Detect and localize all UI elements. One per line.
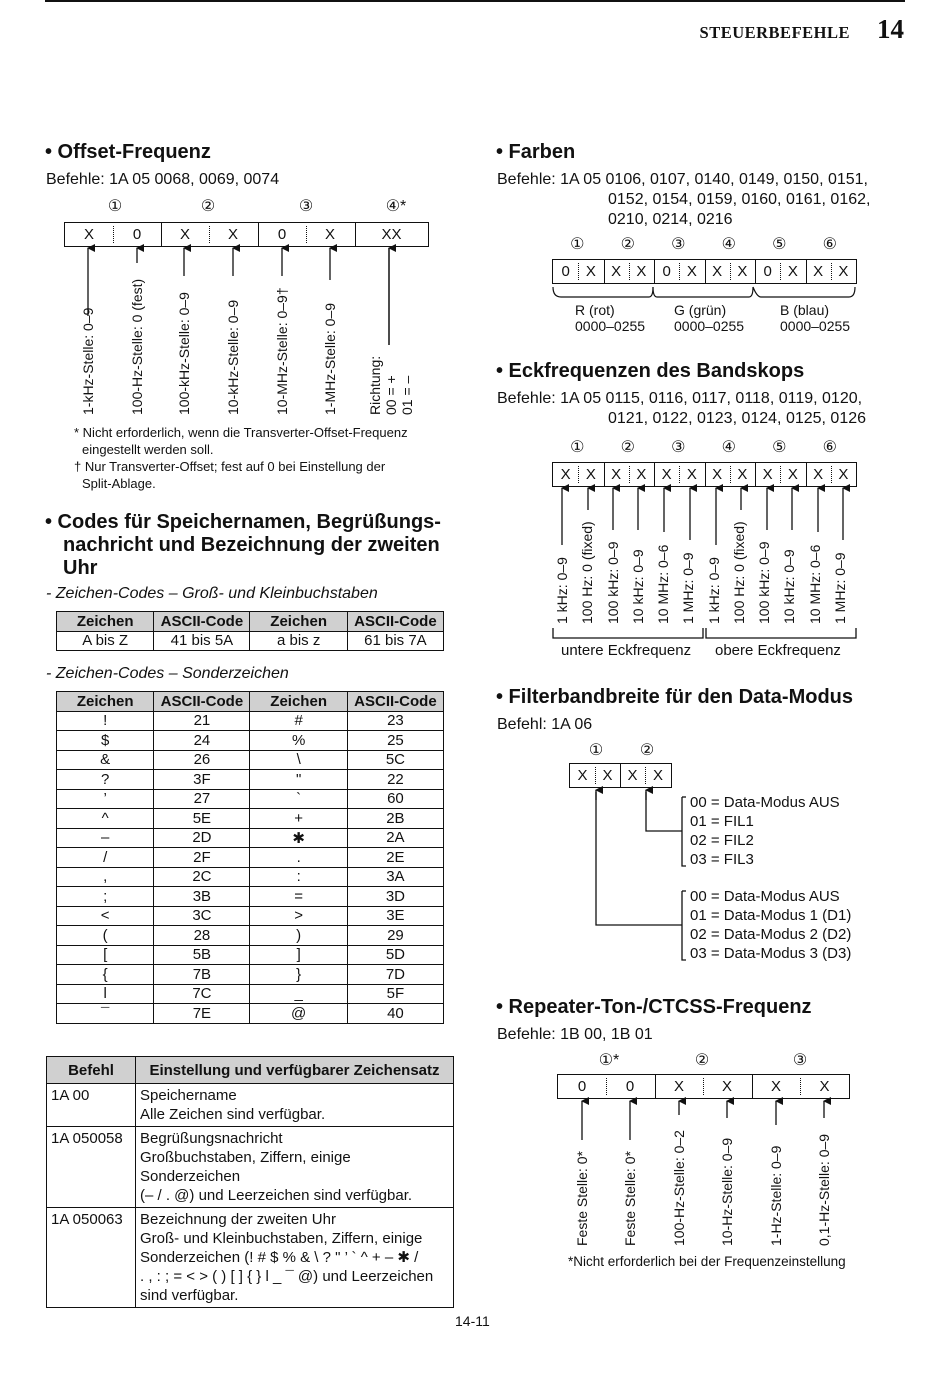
repeater-label: Feste Stelle: 0* bbox=[574, 1151, 590, 1246]
data-cell: X bbox=[611, 263, 622, 280]
table-cell: 5C bbox=[347, 750, 443, 770]
repeater-label: 100-Hz-Stelle: 0–2 bbox=[671, 1130, 687, 1246]
data-cell: X bbox=[686, 263, 697, 280]
col-header: Zeichen bbox=[250, 612, 347, 632]
repeater-cell: X bbox=[673, 1078, 684, 1095]
table-cell: 24 bbox=[154, 731, 250, 751]
offset-label: 100-kHz-Stelle: 0–9 bbox=[176, 292, 192, 415]
eck-data-box bbox=[552, 462, 857, 487]
eck-label: 100 kHz: 0–9 bbox=[756, 541, 772, 624]
table-row bbox=[57, 945, 444, 965]
repeater-circle-3: ③ bbox=[792, 1052, 808, 1069]
digit-circle: ② bbox=[620, 236, 635, 253]
farben-range-r: 0000–0255 bbox=[575, 318, 646, 334]
offset-note-1: * Nicht erforderlich, wenn die Transverter-Offset-Frequenz bbox=[74, 425, 408, 440]
table-row bbox=[57, 631, 444, 651]
data-cell: X bbox=[838, 263, 849, 280]
description-line: Speichername bbox=[140, 1087, 237, 1104]
command-cell: 1A 050058 bbox=[47, 1127, 136, 1208]
col-header: Zeichen bbox=[250, 692, 347, 712]
eck-label: 1 MHz: 0–9 bbox=[831, 552, 848, 624]
table-cell: 3D bbox=[347, 887, 443, 907]
eck-cmd-2: 0121, 0122, 0123, 0124, 0125, 0126 bbox=[608, 410, 867, 427]
table-cell: ¯ bbox=[57, 1004, 154, 1024]
table-row bbox=[57, 926, 444, 946]
repeater-note: *Nicht erforderlich bei der Frequenzeinstellung bbox=[568, 1254, 846, 1269]
table-cell: ! bbox=[57, 711, 154, 731]
col-header: ASCII-Code bbox=[154, 612, 250, 632]
table-cell: $ bbox=[57, 731, 154, 751]
offset-cell: 0 bbox=[277, 226, 287, 243]
header-title: STEUERBEFEHLE bbox=[699, 23, 850, 42]
repeater-label: 0,1-Hz-Stelle: 0–9 bbox=[816, 1133, 832, 1246]
data-cell: X bbox=[585, 466, 596, 483]
description-line: sind verfügbar. bbox=[140, 1287, 239, 1304]
table-row bbox=[57, 1004, 444, 1024]
table-cell: ^ bbox=[57, 809, 154, 829]
data-cell: X bbox=[712, 466, 723, 483]
repeater-cell: X bbox=[819, 1078, 830, 1095]
filter-opt2-1: 01 = FIL1 bbox=[690, 813, 754, 830]
repeater-label: 1-Hz-Stelle: 0–9 bbox=[768, 1145, 784, 1246]
offset-label: 100-Hz-Stelle: 0 (fest) bbox=[129, 278, 145, 415]
table-cell: % bbox=[250, 731, 347, 751]
filter-data-box bbox=[569, 763, 672, 788]
data-cell: X bbox=[661, 466, 672, 483]
table-row bbox=[57, 848, 444, 868]
filter-opt1-0: 00 = Data-Modus AUS bbox=[690, 888, 840, 905]
filter-cell: X bbox=[652, 767, 663, 784]
repeater-label: 10-Hz-Stelle: 0–9 bbox=[719, 1137, 735, 1246]
description-line: (– / . @) und Leerzeichen sind verfügbar. bbox=[140, 1187, 413, 1204]
table-row bbox=[57, 809, 444, 829]
filter-opt1-1: 01 = Data-Modus 1 (D1) bbox=[690, 907, 852, 924]
data-cell: X bbox=[636, 466, 647, 483]
offset-cell: X bbox=[83, 226, 94, 243]
table-cell: ’ bbox=[57, 789, 154, 809]
table-cell: 2B bbox=[347, 809, 443, 829]
farben-data-box bbox=[552, 259, 857, 284]
offset-cell: XX bbox=[381, 226, 402, 243]
digit-circle: ⑤ bbox=[772, 236, 787, 253]
offset-direction-plus: 00 = + bbox=[383, 375, 399, 415]
table-cell: 29 bbox=[347, 926, 443, 946]
table-row bbox=[57, 770, 444, 790]
data-cell: X bbox=[686, 466, 697, 483]
table-cell: > bbox=[250, 906, 347, 926]
digit-circle: ② bbox=[620, 439, 635, 456]
offset-circle-3: ③ bbox=[298, 198, 314, 215]
table-cell: [ bbox=[57, 945, 154, 965]
table-cell: 41 bis 5A bbox=[154, 631, 250, 651]
col-header: Befehl bbox=[47, 1057, 136, 1084]
table-cell: & bbox=[57, 750, 154, 770]
data-cell: X bbox=[712, 263, 723, 280]
table-row bbox=[57, 731, 444, 751]
table-cell: 22 bbox=[347, 770, 443, 790]
table-cell: 26 bbox=[154, 750, 250, 770]
filter-cell: X bbox=[577, 767, 588, 784]
table-cell: @ bbox=[250, 1004, 347, 1024]
repeater-circle-1: ①* bbox=[598, 1052, 620, 1069]
filter-circle-1: ① bbox=[588, 742, 604, 759]
table-cell: . bbox=[250, 848, 347, 868]
filter-opt2-2: 02 = FIL2 bbox=[690, 832, 754, 849]
description-cell bbox=[136, 1084, 454, 1127]
table-row bbox=[57, 750, 444, 770]
data-cell: X bbox=[611, 466, 622, 483]
table-row bbox=[57, 984, 444, 1004]
codes-sub-special: - Zeichen-Codes – Sonderzeichen bbox=[46, 665, 289, 682]
data-cell: X bbox=[762, 466, 773, 483]
data-cell: X bbox=[737, 466, 748, 483]
page-number: 14-11 bbox=[455, 1313, 490, 1329]
table-row bbox=[57, 867, 444, 887]
table-cell: ✱ bbox=[250, 828, 347, 848]
table-cell: 23 bbox=[347, 711, 443, 731]
table-cell: 5F bbox=[347, 984, 443, 1004]
description-cell bbox=[136, 1208, 454, 1308]
offset-label: 10-MHz-Stelle: 0–9† bbox=[274, 287, 290, 415]
offset-circle-2: ② bbox=[200, 198, 216, 215]
eck-label: 1 kHz: 0–9 bbox=[554, 557, 570, 624]
eck-cmd-1: Befehle: 1A 05 0115, 0116, 0117, 0118, 0119, 0120, bbox=[497, 390, 863, 407]
table-row bbox=[47, 1084, 454, 1127]
offset-label: 10-kHz-Stelle: 0–9 bbox=[225, 299, 241, 415]
eck-label: 10 kHz: 0–9 bbox=[781, 549, 798, 624]
digit-circle: ⑥ bbox=[822, 439, 837, 456]
data-cell: X bbox=[737, 263, 748, 280]
filter-opt1-3: 03 = Data-Modus 3 (D3) bbox=[690, 945, 852, 962]
data-cell: X bbox=[813, 263, 824, 280]
chapter-number: 14 bbox=[877, 14, 904, 44]
table-row bbox=[57, 887, 444, 907]
repeater-cell: 0 bbox=[625, 1078, 635, 1095]
filter-title: • Filterbandbreite für den Data-Modus bbox=[496, 686, 854, 708]
table-row bbox=[47, 1127, 454, 1208]
data-cell: X bbox=[838, 466, 849, 483]
repeater-cell: X bbox=[721, 1078, 732, 1095]
description-line: . , : ; = < > ( ) [ ] { } l _ ¯ @) und Leerzeichen bbox=[140, 1268, 434, 1285]
repeater-cell: X bbox=[770, 1078, 781, 1095]
data-cell: X bbox=[787, 263, 798, 280]
table-cell: 2A bbox=[347, 828, 443, 848]
command-cell: 1A 00 bbox=[47, 1084, 136, 1127]
repeater-label: Feste Stelle: 0* bbox=[622, 1151, 638, 1246]
table-cell: { bbox=[57, 965, 154, 985]
description-line: Sonderzeichen (! # $ % & \ ? " ’ ` ^ + – ✱ / bbox=[140, 1249, 419, 1266]
codes-title-1: • Codes für Speichernamen, Begrüßungs- bbox=[45, 511, 441, 533]
filter-opt2-3: 03 = FIL3 bbox=[690, 851, 754, 868]
farben-range-g: 0000–0255 bbox=[674, 318, 745, 334]
table-cell: 60 bbox=[347, 789, 443, 809]
farben-group-g: G (grün) bbox=[674, 302, 727, 318]
eck-label: 100 Hz: 0 (fixed) bbox=[730, 521, 747, 624]
table-row bbox=[47, 1208, 454, 1308]
farben-title: • Farben bbox=[496, 141, 576, 163]
table-cell: _ bbox=[250, 984, 347, 1004]
command-cell: 1A 050063 bbox=[47, 1208, 136, 1308]
table-cell: ] bbox=[250, 945, 347, 965]
table-cell: " bbox=[250, 770, 347, 790]
table-cell: 3F bbox=[154, 770, 250, 790]
table-cell: 5B bbox=[154, 945, 250, 965]
table-cell: a bis z bbox=[250, 631, 347, 651]
table-cell: 3C bbox=[154, 906, 250, 926]
offset-note-2: † Nur Transverter-Offset; fest auf 0 bei Einstellung der bbox=[74, 459, 386, 474]
offset-cell: X bbox=[227, 226, 238, 243]
table-cell: # bbox=[250, 711, 347, 731]
filter-circle-2: ② bbox=[639, 742, 655, 759]
table-cell: 7E bbox=[154, 1004, 250, 1024]
farben-cmd-3: 0210, 0214, 0216 bbox=[608, 211, 733, 228]
table-cell: 5D bbox=[347, 945, 443, 965]
table-row bbox=[57, 828, 444, 848]
offset-commands: Befehle: 1A 05 0068, 0069, 0074 bbox=[46, 171, 280, 188]
table-cell: 2D bbox=[154, 828, 250, 848]
description-line: Alle Zeichen sind verfügbar. bbox=[140, 1106, 326, 1123]
table-cell: 2C bbox=[154, 867, 250, 887]
eck-label: 1 kHz: 0–9 bbox=[705, 557, 722, 624]
data-cell: 0 bbox=[561, 263, 570, 280]
table-cell: 3B bbox=[154, 887, 250, 907]
table-cell: , bbox=[57, 867, 154, 887]
eck-label: 10 MHz: 0–6 bbox=[655, 544, 671, 624]
table-cell: 2F bbox=[154, 848, 250, 868]
repeater-title: • Repeater-Ton-/CTCSS-Frequenz bbox=[496, 996, 812, 1018]
data-cell: X bbox=[560, 466, 571, 483]
table-cell: \ bbox=[250, 750, 347, 770]
digit-circle: ④ bbox=[721, 236, 736, 253]
filter-cmd: Befehl: 1A 06 bbox=[497, 716, 593, 733]
table-cell: 27 bbox=[154, 789, 250, 809]
offset-direction-label: Richtung: bbox=[367, 355, 383, 415]
codes-sub-letters: - Zeichen-Codes – Groß- und Kleinbuchstaben bbox=[46, 585, 378, 602]
table-cell: ( bbox=[57, 926, 154, 946]
table-cell: 3E bbox=[347, 906, 443, 926]
farben-range-b: 0000–0255 bbox=[780, 318, 851, 334]
filter-opt1-2: 02 = Data-Modus 2 (D2) bbox=[690, 926, 852, 943]
data-cell: X bbox=[813, 466, 824, 483]
table-cell: 7C bbox=[154, 984, 250, 1004]
description-line: Großbuchstaben, Ziffern, einige Sonderzeichen bbox=[140, 1149, 351, 1185]
table-cell: 28 bbox=[154, 926, 250, 946]
col-header: Einstellung und verfügbarer Zeichensatz bbox=[136, 1057, 454, 1084]
filter-cell: X bbox=[602, 767, 613, 784]
table-cell: / bbox=[57, 848, 154, 868]
digit-circle: ⑥ bbox=[822, 236, 837, 253]
table-cell: 7B bbox=[154, 965, 250, 985]
eck-label: 1 MHz: 0–9 bbox=[680, 552, 697, 624]
digit-circle: ① bbox=[570, 236, 585, 253]
farben-group-b: B (blau) bbox=[780, 302, 830, 318]
offset-direction-minus: 01 = – bbox=[399, 375, 415, 415]
codes-title-3: Uhr bbox=[63, 557, 98, 579]
data-cell: X bbox=[636, 263, 647, 280]
table-cell: ; bbox=[57, 887, 154, 907]
digit-circle: ⑤ bbox=[772, 439, 787, 456]
col-header: Zeichen bbox=[57, 612, 154, 632]
farben-group-r: R (rot) bbox=[575, 302, 615, 318]
table-row bbox=[57, 789, 444, 809]
table-cell: 21 bbox=[154, 711, 250, 731]
repeater-data-box bbox=[557, 1074, 850, 1099]
table-cell: A bis Z bbox=[57, 631, 154, 651]
offset-note-2b: Split-Ablage. bbox=[82, 476, 156, 491]
table-cell: 25 bbox=[347, 731, 443, 751]
repeater-cmd: Befehle: 1B 00, 1B 01 bbox=[497, 1026, 653, 1043]
offset-circle-1: ① bbox=[107, 198, 123, 215]
table-row bbox=[57, 965, 444, 985]
table-cell: 7D bbox=[347, 965, 443, 985]
table-cell: – bbox=[57, 828, 154, 848]
data-cell: 0 bbox=[662, 263, 671, 280]
offset-label: 1-MHz-Stelle: 0–9 bbox=[322, 302, 338, 415]
farben-cmd-1: Befehle: 1A 05 0106, 0107, 0140, 0149, 0150, 0151, bbox=[497, 171, 868, 188]
description-line: Bezeichnung der zweiten Uhr bbox=[140, 1211, 336, 1228]
eck-label: 10 MHz: 0–6 bbox=[806, 544, 823, 624]
filter-opt2-0: 00 = Data-Modus AUS bbox=[690, 794, 840, 811]
table-cell: 40 bbox=[347, 1004, 443, 1024]
digit-circle: ③ bbox=[671, 236, 686, 253]
description-line: Begrüßungsnachricht bbox=[140, 1130, 283, 1147]
table-cell: 61 bis 7A bbox=[347, 631, 443, 651]
col-header: ASCII-Code bbox=[154, 692, 250, 712]
digit-circle: ③ bbox=[671, 439, 686, 456]
eck-upper: obere Eckfrequenz bbox=[715, 642, 841, 659]
offset-cell: 0 bbox=[132, 226, 142, 243]
table-cell: 3A bbox=[347, 867, 443, 887]
eck-label: 100 kHz: 0–9 bbox=[604, 541, 621, 624]
eck-title: • Eckfrequenzen des Bandskops bbox=[496, 360, 805, 382]
description-line: Groß- und Kleinbuchstaben, Ziffern, einige bbox=[140, 1230, 423, 1247]
repeater-cell: 0 bbox=[577, 1078, 587, 1095]
table-row bbox=[57, 906, 444, 926]
table-cell: ) bbox=[250, 926, 347, 946]
eck-lower: untere Eckfrequenz bbox=[561, 642, 692, 659]
table-cell: l bbox=[57, 984, 154, 1004]
table-cell: 2E bbox=[347, 848, 443, 868]
table-cell: ` bbox=[250, 789, 347, 809]
col-header: ASCII-Code bbox=[347, 692, 443, 712]
offset-label: 1-kHz-Stelle: 0–9 bbox=[80, 307, 96, 415]
repeater-circle-2: ② bbox=[694, 1052, 710, 1069]
offset-note-1b: eingestellt werden soll. bbox=[82, 442, 214, 457]
eck-label: 100 Hz: 0 (fixed) bbox=[579, 521, 596, 624]
command-charset-table bbox=[46, 1056, 454, 1308]
farben-cmd-2: 0152, 0154, 0159, 0160, 0161, 0162, bbox=[608, 191, 871, 208]
table-cell: = bbox=[250, 887, 347, 907]
offset-title: • Offset-Frequenz bbox=[45, 141, 211, 163]
col-header: Zeichen bbox=[57, 692, 154, 712]
data-cell: 0 bbox=[763, 263, 772, 280]
data-cell: X bbox=[585, 263, 596, 280]
offset-cell: X bbox=[324, 226, 335, 243]
data-cell: X bbox=[787, 466, 798, 483]
col-header: ASCII-Code bbox=[347, 612, 443, 632]
table-row bbox=[57, 711, 444, 731]
table-cell: } bbox=[250, 965, 347, 985]
table-cell: : bbox=[250, 867, 347, 887]
filter-cell: X bbox=[627, 767, 638, 784]
special-chars-table bbox=[56, 691, 444, 1024]
digit-circle: ④ bbox=[721, 439, 736, 456]
table-cell: < bbox=[57, 906, 154, 926]
codes-title-2: nachricht und Bezeichnung der zweiten bbox=[63, 534, 440, 556]
offset-circle-4: ④* bbox=[385, 198, 407, 215]
digit-circle: ① bbox=[570, 439, 585, 456]
offset-cell: X bbox=[179, 226, 190, 243]
letters-table bbox=[56, 611, 444, 651]
description-cell bbox=[136, 1127, 454, 1208]
table-cell: + bbox=[250, 809, 347, 829]
table-cell: 5E bbox=[154, 809, 250, 829]
eck-label: 10 kHz: 0–9 bbox=[629, 549, 646, 624]
table-cell: ? bbox=[57, 770, 154, 790]
